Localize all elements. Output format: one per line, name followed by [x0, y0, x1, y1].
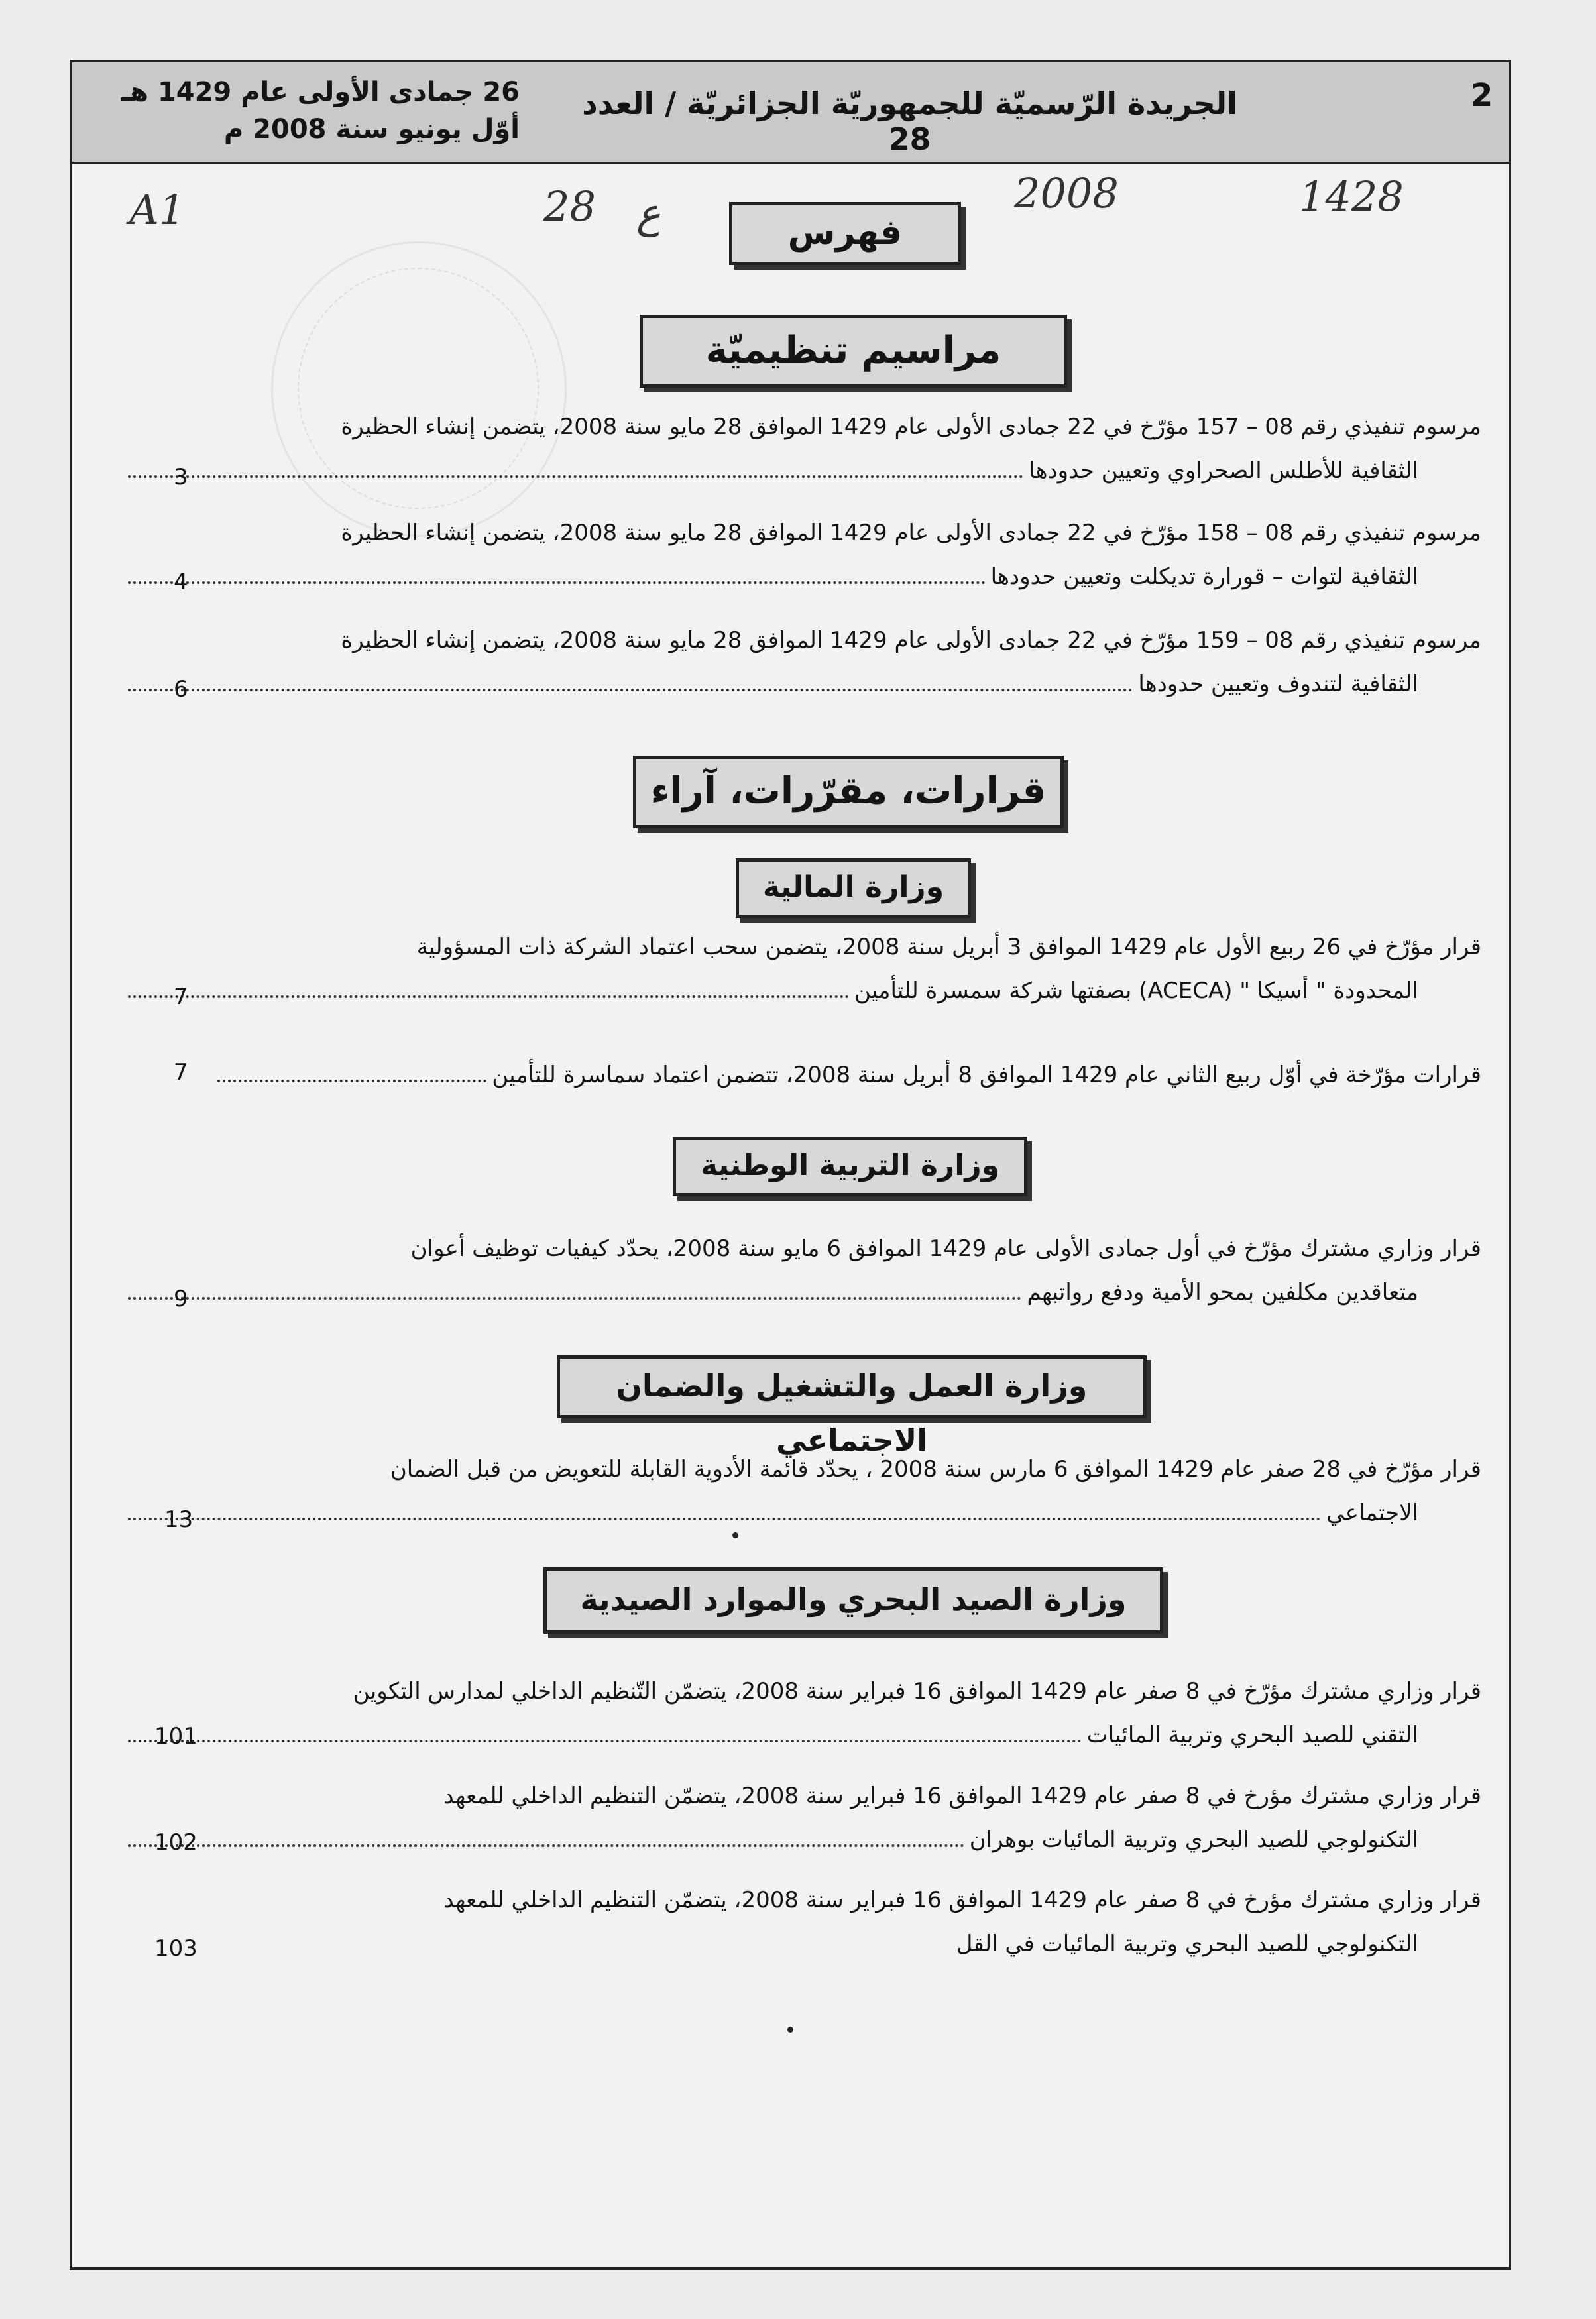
entry-line1: مرسوم تنفيذي رقم 08 – 157 مؤرّخ في 22 جمادى الأولى عام 1429 الموافق 28 مايو سنة 2008، يتضمن إنشاء الحظيرة	[341, 414, 1481, 440]
entry-page-number: 9	[174, 1286, 188, 1312]
ministry-heading: وزارة الصيد البحري والموارد الصيدية	[580, 1581, 1127, 1617]
handwritten-letter: ع	[636, 189, 661, 237]
entry-line2: الثقافية لتندوف وتعيين حدودها	[1138, 671, 1418, 697]
toc-title-box	[729, 202, 961, 265]
leader-dots	[128, 1733, 1082, 1742]
entry-page-number: 3	[174, 464, 188, 490]
leader-dots	[128, 1945, 951, 1951]
ink-dot	[732, 1532, 738, 1538]
toc-entry	[123, 411, 1481, 486]
entry-line1: قرار مؤرّخ في 26 ربيع الأول عام 1429 الموافق 3 أبريل سنة 2008، يتضمن سحب اعتماد الشركة ذات المسؤولية	[416, 934, 1481, 960]
leader-dots	[128, 1290, 1021, 1300]
toc-entry	[123, 624, 1481, 700]
entry-line2: متعاقدين مكلفين بمحو الأمية ودفع رواتبهم	[1027, 1279, 1418, 1306]
handwritten-number: 1428	[1299, 172, 1404, 221]
entry-page-number: 103	[154, 1935, 198, 1962]
ministry-heading-box	[736, 858, 971, 918]
leader-dots	[128, 1511, 1321, 1520]
entry-page-number: 4	[174, 569, 188, 595]
entry-line2: التكنولوجي للصيد البحري وتربية المائيات بوهران	[969, 1827, 1418, 1853]
entry-line1: قرار وزاري مشترك مؤرخ في 8 صفر عام 1429 الموافق 16 فبراير سنة 2008، يتضمّن التنظيم الداخلي للمعهد	[443, 1887, 1481, 1913]
leader-dots	[128, 469, 1023, 478]
entry-page-number: 7	[174, 984, 188, 1010]
entry-line2: الاجتماعي	[1326, 1500, 1418, 1526]
ministry-heading-box	[557, 1355, 1147, 1458]
entry-line1: قرار وزاري مشترك مؤرّخ في 8 صفر عام 1429 الموافق 16 فبراير سنة 2008، يتضمّن التّنظيم الداخلي لمدارس التكوين	[353, 1678, 1481, 1705]
section-heading-box	[640, 315, 1067, 388]
section-heading-box	[633, 756, 1064, 828]
section-heading: قرارات، مقرّرات، آراء	[650, 769, 1047, 813]
leader-dots	[128, 1838, 964, 1847]
entry-page-number: 7	[174, 1059, 188, 1086]
entry-line2: المحدودة " أسيكا " (ACECA) بصفتها شركة سمسرة للتأمين	[854, 978, 1418, 1004]
toc-entry	[123, 517, 1481, 593]
section-heading: مراسيم تنظيميّة	[705, 329, 1001, 372]
entry-page-number: 13	[164, 1506, 194, 1533]
ministry-heading: وزارة التربية الوطنية	[700, 1149, 1000, 1182]
toc-entry	[123, 1453, 1481, 1529]
entry-line2: الثقافية لتوات – قورارة تديكلت وتعيين حدودها	[990, 563, 1418, 590]
entry-line1: قرار مؤرّخ في 28 صفر عام 1429 الموافق 6 مارس سنة 2008 ، يحدّد قائمة الأدوية القابلة للتعويض من قبل الضمان	[390, 1456, 1481, 1483]
toc-entry	[123, 931, 1481, 1007]
entry-page-number: 101	[154, 1723, 198, 1750]
ministry-heading-box	[673, 1137, 1027, 1196]
ministry-heading: وزارة العمل والتشغيل والضمان الاجتماعي	[616, 1368, 1088, 1458]
toc-entry	[123, 1675, 1481, 1751]
handwritten-year: 2008	[1014, 169, 1119, 217]
handwritten-issue: 28	[543, 182, 596, 231]
handwritten-code: A1	[129, 186, 186, 234]
leader-dots	[128, 682, 1133, 691]
toc-entry	[123, 1884, 1481, 1960]
leader-dots	[217, 1073, 486, 1082]
entry-page-number: 6	[174, 676, 188, 703]
entry-line1: قرار وزاري مشترك مؤرخ في 8 صفر عام 1429 الموافق 16 فبراير سنة 2008، يتضمّن التنظيم الداخلي للمعهد	[443, 1783, 1481, 1809]
ministry-heading-box	[543, 1567, 1163, 1634]
toc-entry	[123, 1233, 1481, 1308]
ink-dot	[787, 2027, 793, 2033]
entry-line1: قرارات مؤرّخة في أوّل ربيع الثاني عام 1429 الموافق 8 أبريل سنة 2008، تتضمن اعتماد سماسرة للتأمين	[492, 1062, 1481, 1088]
entry-line1: مرسوم تنفيذي رقم 08 – 158 مؤرّخ في 22 جمادى الأولى عام 1429 الموافق 28 مايو سنة 2008، يتضمن إنشاء الحظيرة	[341, 520, 1481, 546]
leader-dots	[128, 575, 986, 584]
entry-line1: مرسوم تنفيذي رقم 08 – 159 مؤرّخ في 22 جمادى الأولى عام 1429 الموافق 28 مايو سنة 2008، يتضمن إنشاء الحظيرة	[341, 627, 1481, 653]
page-header	[72, 62, 1509, 164]
journal-title: الجريدة الرّسميّة للجمهوريّة الجزائريّة / العدد 28	[582, 85, 1237, 157]
entry-page-number: 102	[154, 1829, 198, 1856]
entry-line2: التقني للصيد البحري وتربية المائيات	[1086, 1722, 1418, 1748]
page-number: 2	[1471, 77, 1493, 114]
entry-line2: الثقافية للأطلس الصحراوي وتعيين حدودها	[1029, 457, 1418, 484]
leader-dots	[128, 989, 849, 998]
toc-entry	[212, 1059, 1481, 1091]
ministry-heading: وزارة المالية	[762, 870, 944, 904]
date-hijri: 26 جمادى الأولى عام 1429 هـ	[121, 77, 520, 107]
toc-title: فهرس	[787, 213, 903, 253]
entry-line1: قرار وزاري مشترك مؤرّخ في أول جمادى الأولى عام 1429 الموافق 6 مايو سنة 2008، يحدّد كيفيات توظيف أعوان	[410, 1235, 1481, 1262]
entry-line2: التكنولوجي للصيد البحري وتربية المائيات في القل	[956, 1931, 1418, 1957]
toc-entry	[123, 1780, 1481, 1856]
date-gregorian: أوّل يونيو سنة 2008 م	[223, 114, 520, 144]
